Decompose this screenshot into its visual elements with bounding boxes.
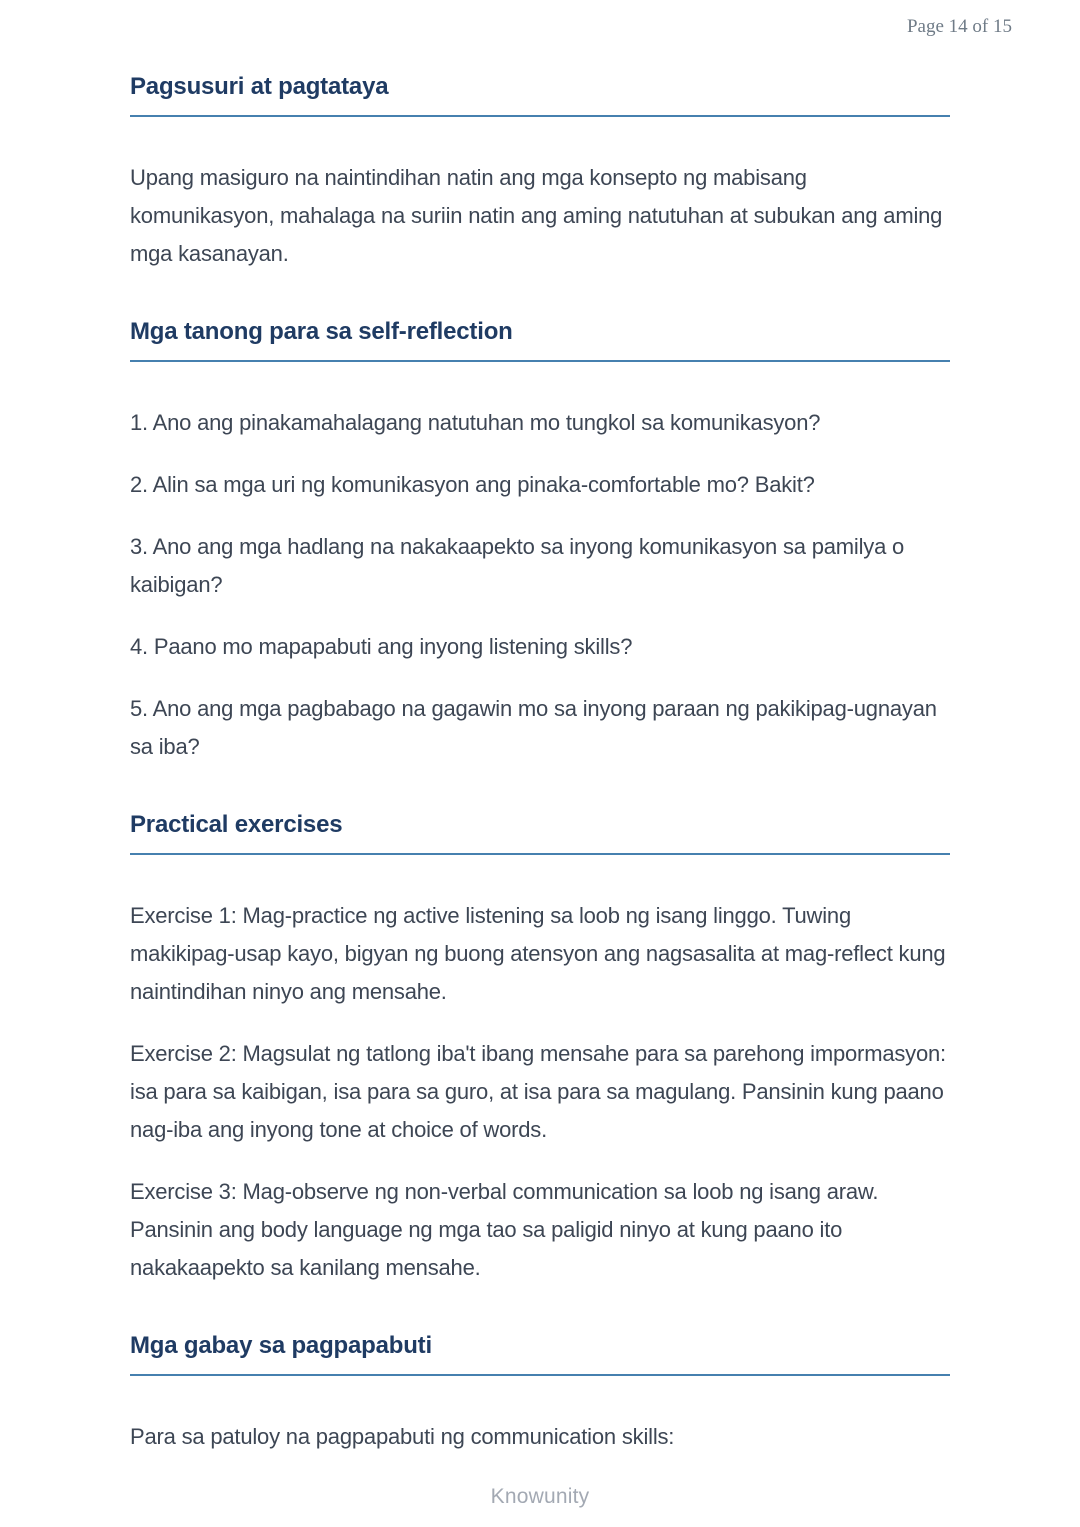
footer-brand: Knowunity	[490, 1485, 590, 1508]
section-heading: Mga tanong para sa self-reflection	[130, 317, 950, 362]
list-item: 2. Alin sa mga uri ng komunikasyon ang pinaka-comfortable mo? Bakit?	[130, 472, 815, 497]
paragraph: Exercise 3: Mag-observe ng non-verbal communication sa loob ng isang araw. Pansinin ang body language ng mga tao sa paligid ninyo at kung paano ito nakakaapekto sa kanilang mensahe.	[130, 1179, 879, 1280]
section-heading: Pagsusuri at pagtataya	[130, 72, 950, 117]
section-improvement-guides	[130, 1331, 950, 1456]
list-item: 5. Ano ang mga pagbabago na gagawin mo sa inyong paraan ng pakikipag-ugnayan sa iba?	[130, 696, 937, 759]
paragraph: Exercise 2: Magsulat ng tatlong iba't ibang mensahe para sa parehong impormasyon: isa para sa kaibigan, isa para sa guro, at isa para sa magulang. Pansinin kung paano nag-iba ang inyong tone at choice of words.	[130, 1041, 946, 1142]
section-heading: Mga gabay sa pagpapabuti	[130, 1331, 950, 1376]
section-practical-exercises	[130, 810, 950, 1287]
list-item: 1. Ano ang pinakamahalagang natutuhan mo tungkol sa komunikasyon?	[130, 410, 821, 435]
paragraph: Para sa patuloy na pagpapabuti ng communication skills:	[130, 1424, 675, 1449]
paragraph: Upang masiguro na naintindihan natin ang mga konsepto ng mabisang komunikasyon, mahalaga na suriin natin ang aming natutuhan at subukan ang aming mga kasanayan.	[130, 165, 943, 266]
page-number-label: Page 14 of 15	[906, 16, 1012, 37]
paragraph: Exercise 1: Mag-practice ng active listening sa loob ng isang linggo. Tuwing makikipag-usap kayo, bigyan ng buong atensyon ang nagsasalita at mag-reflect kung naintindihan ninyo ang mensahe.	[130, 903, 946, 1004]
list-item: 3. Ano ang mga hadlang na nakakaapekto sa inyong komunikasyon sa pamilya o kaibigan?	[130, 534, 905, 597]
section-self-reflection-questions	[130, 317, 950, 766]
document-content	[130, 0, 950, 1456]
section-pagsusuri-at-pagtataya	[130, 72, 950, 273]
section-heading: Practical exercises	[130, 810, 950, 855]
list-item: 4. Paano mo mapapabuti ang inyong listening skills?	[130, 634, 633, 659]
